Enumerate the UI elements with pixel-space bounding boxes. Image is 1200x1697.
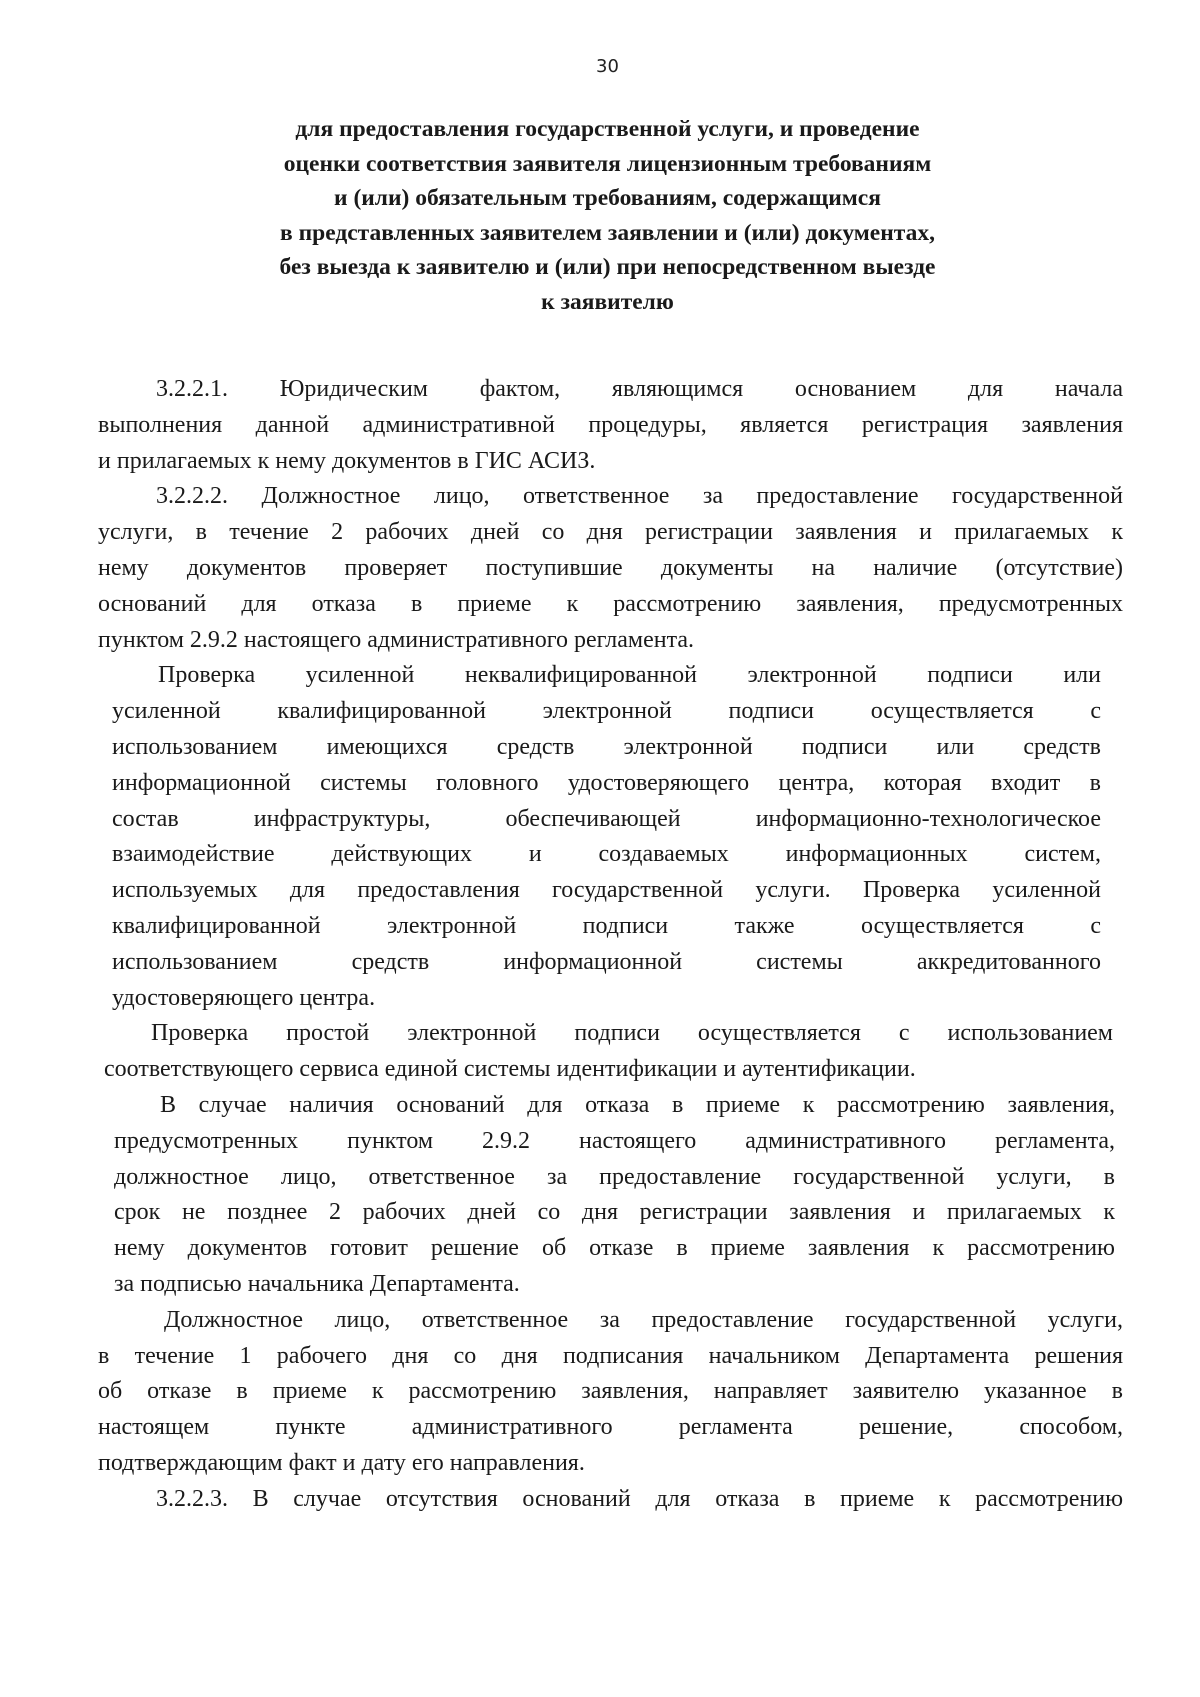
text-line: должностное лицо, ответственное за предоставление государственной услуги, в [114,1163,1115,1190]
heading-line: оценки соответствия заявителя лицензионным требованиям [283,150,932,177]
document-body [98,372,1123,1518]
text-line: выполнения данной административной процедуры, является регистрация заявления [98,411,1123,438]
text-line: состав инфраструктуры, обеспечивающей информационно-технологическое [112,805,1101,832]
text-line: Проверка простой электронной подписи осуществляется с использованием [151,1020,1113,1047]
text-line: Проверка усиленной неквалифицированной электронной подписи или [158,662,1101,689]
text-line: используемых для предоставления государственной услуги. Проверка усиленной [112,877,1101,904]
text-line: и прилагаемых к нему документов в ГИС АСИЗ. [98,447,596,474]
text-line: информационной системы головного удостоверяющего центра, которая входит в [112,769,1101,796]
heading-line: без выезда к заявителю и (или) при непосредственном выезде [279,254,936,280]
text-line: срок не позднее 2 рабочих дней со дня регистрации заявления и прилагаемых к [114,1199,1115,1226]
text-line: 3.2.2.3. В случае отсутствия оснований для отказа в приеме к рассмотрению [156,1485,1123,1512]
text-line: взаимодействие действующих и создаваемых информационных систем, [112,841,1101,868]
text-line: усиленной квалифицированной электронной подписи осуществляется с [112,698,1101,725]
heading-line: в представленных заявителем заявлении и (или) документах, [280,219,935,246]
text-line: подтверждающим факт и дату его направления. [98,1449,585,1476]
text-line: использованием имеющихся средств электронной подписи или средств [112,733,1101,760]
text-line: использованием средств информационной системы аккредитованного [112,948,1101,975]
heading-line: для предоставления государственной услуги, и проведение [295,116,920,142]
paragraph-refusal-grounds [98,1088,1123,1303]
text-line: Должностное лицо, ответственное за предоставление государственной услуги, [164,1306,1123,1333]
text-line: В случае наличия оснований для отказа в приеме к рассмотрению заявления, [160,1091,1115,1118]
paragraph-3-2-2-1 [98,372,1123,479]
text-line: квалифицированной электронной подписи также осуществляется с [112,912,1101,939]
page-number: 30 [596,56,619,77]
text-line: 3.2.2.2. Должностное лицо, ответственное за предоставление государственной [156,483,1123,510]
paragraph-signature-check [98,658,1123,1016]
paragraph-refusal-notice [98,1303,1123,1482]
text-line: соответствующего сервиса единой системы идентификации и аутентификации. [104,1056,916,1083]
text-line: услуги, в течение 2 рабочих дней со дня регистрации заявления и прилагаемых к [98,519,1123,546]
text-line: предусмотренных пунктом 2.9.2 настоящего административного регламента, [114,1127,1115,1154]
paragraph-3-2-2-2 [98,479,1123,658]
text-line: за подписью начальника Департамента. [114,1270,520,1297]
text-line: об отказе в приеме к рассмотрению заявления, направляет заявителю указанное в [98,1378,1123,1405]
text-line: в течение 1 рабочего дня со дня подписания начальником Департамента решения [98,1342,1123,1369]
text-line: удостоверяющего центра. [112,984,376,1011]
heading-line: к заявителю [541,288,674,315]
text-line: пунктом 2.9.2 настоящего административного регламента. [98,626,695,653]
paragraph-3-2-2-3 [98,1482,1123,1518]
text-line: нему документов готовит решение об отказе в приеме заявления к рассмотрению [114,1235,1115,1262]
text-line: нему документов проверяет поступившие документы на наличие (отсутствие) [98,554,1123,581]
paragraph-simple-signature [98,1016,1123,1088]
text-line: настоящем пункте административного регламента решение, способом, [98,1414,1123,1441]
text-line: оснований для отказа в приеме к рассмотрению заявления, предусмотренных [98,590,1123,617]
section-heading [150,112,1065,319]
text-line: 3.2.2.1. Юридическим фактом, являющимся основанием для начала [156,376,1123,402]
heading-line: и (или) обязательным требованиям, содержащимся [334,185,881,211]
